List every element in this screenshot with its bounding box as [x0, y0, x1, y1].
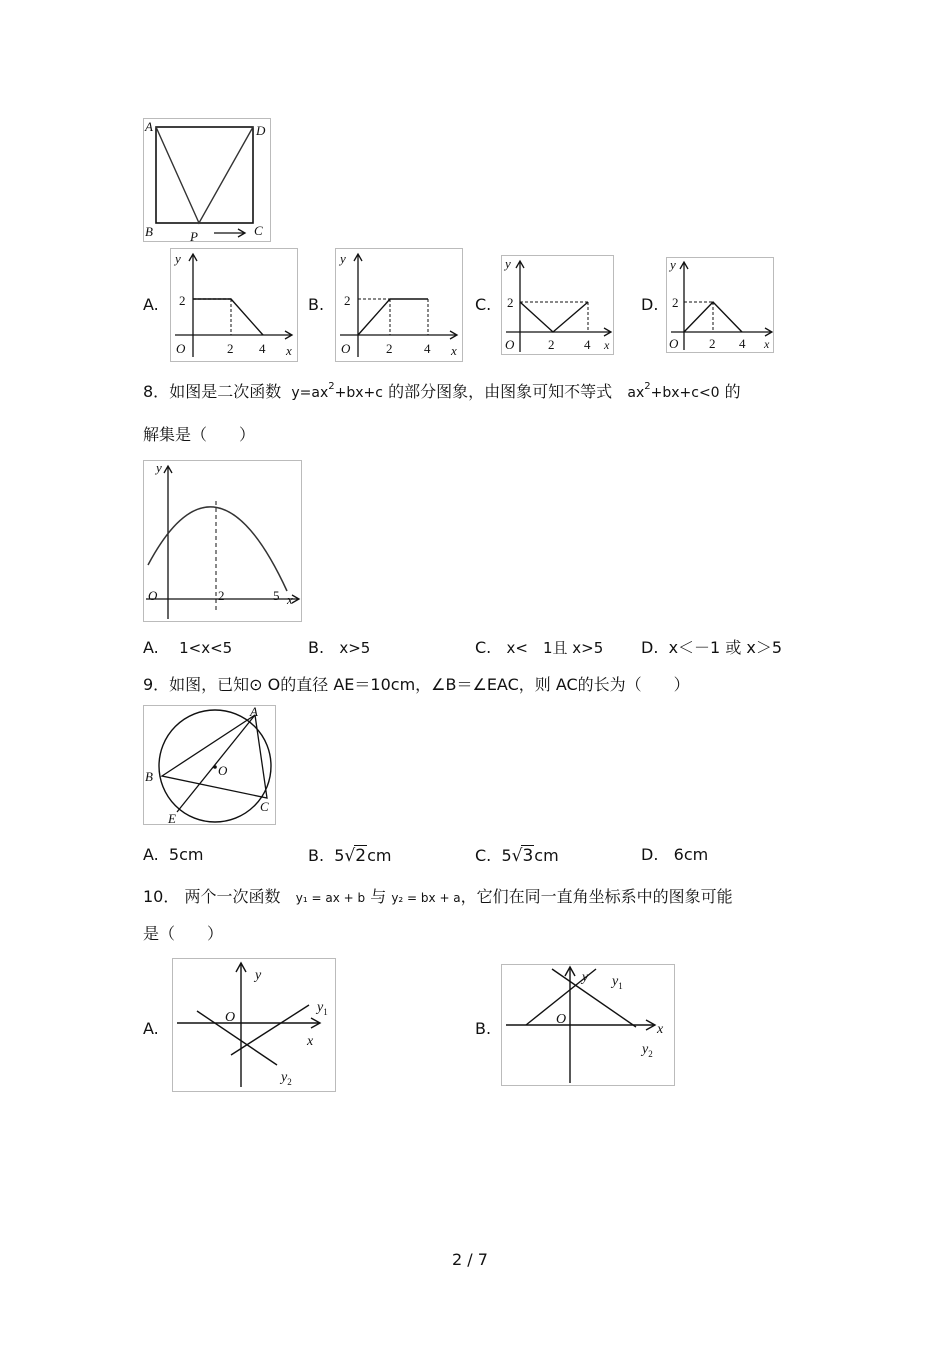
q10-stem-line2: 是（ ） [143, 924, 224, 943]
tick-5-label: 5 [273, 588, 280, 603]
q7-option-c-letter[interactable]: C. [475, 295, 492, 314]
origin-label: O [225, 1010, 236, 1025]
q7-graph-c [501, 255, 614, 355]
option-letter: B. [308, 846, 325, 865]
option-root: 2 [355, 846, 367, 866]
q8-option-d[interactable] [641, 638, 782, 658]
q7-option-b-letter[interactable]: B. [308, 295, 325, 314]
label-c: C [254, 223, 263, 238]
q8-func-sup: 2 [328, 381, 335, 392]
origin-label: O [556, 1012, 567, 1027]
label-c: C [260, 799, 269, 814]
q8-func-b: +bx+c [334, 385, 383, 401]
q10-conj: 与 [370, 887, 387, 906]
option-text: 5cm [168, 845, 204, 864]
axis-y-label: y [340, 251, 346, 266]
option-letter: C. [475, 846, 492, 865]
option-text: x＜－1 或 x＞5 [668, 638, 783, 657]
q8-stem-line2: 解集是（ ） [143, 425, 256, 444]
q10-stem-line1 [143, 887, 733, 908]
q7-option-d-letter[interactable]: D. [641, 295, 659, 314]
q8-func-a: y=ax [291, 385, 329, 401]
origin-label: O [669, 336, 679, 351]
sqrt-symbol: √2 [344, 846, 367, 866]
option-letter: A. [143, 638, 159, 657]
axis-y-label: y [582, 970, 589, 985]
q7-graph-a [170, 248, 298, 362]
q9-option-d[interactable] [641, 845, 708, 865]
axis-x-label: x [287, 592, 293, 607]
q10-y2: y₂ = bx + a [391, 891, 461, 905]
label-o: O [218, 763, 228, 778]
tick-4-label: 4 [424, 341, 431, 356]
origin-label: O [176, 341, 186, 356]
tick-4-label: 4 [584, 337, 591, 352]
label-b: B [145, 224, 153, 239]
axis-y-label: y [505, 256, 511, 271]
line-y1-label: $y_1$ [612, 974, 623, 991]
q8-option-b[interactable] [308, 638, 370, 658]
q8-ineq-sup: 2 [644, 381, 651, 392]
option-text: x< 1且 x>5 [506, 639, 604, 657]
q8-parabola-graph [143, 460, 302, 622]
option-text: 1<x<5 [179, 639, 233, 657]
label-e: E [168, 811, 176, 824]
axis-x-label: x [307, 1034, 314, 1049]
tick-2-label: 2 [386, 341, 393, 356]
q8-stem-line1 [143, 382, 741, 405]
q8-option-a[interactable] [143, 638, 232, 658]
axis-x-label: x [604, 338, 610, 352]
q10-graph-a [172, 958, 336, 1092]
line-y2-label: $y_2$ [642, 1042, 653, 1059]
label-p: P [190, 229, 198, 241]
axis-y-label: y [175, 251, 181, 266]
tick-2-label: 2 [548, 337, 555, 352]
q8-ineq-a: ax [627, 385, 645, 401]
option-letter: A. [143, 845, 159, 864]
q10-text-pre: 两个一次函数 [184, 887, 281, 906]
value-2-label: 2 [507, 295, 514, 310]
axis-y-label: y [255, 968, 262, 983]
value-2-label: 2 [672, 295, 679, 310]
value-2-label: 2 [179, 293, 186, 308]
q8-number: 8． [143, 382, 170, 401]
q8-text-mid: 的部分图象，由图象可知不等式 [388, 382, 613, 401]
q9-circle-figure [143, 705, 276, 825]
option-root: 3 [522, 846, 534, 866]
line-y1-label: $y_1$ [317, 1000, 328, 1017]
option-text: x>5 [339, 639, 371, 657]
q10-number: 10． [143, 887, 180, 906]
axis-y-label: y [156, 461, 162, 475]
option-coef: 5 [334, 846, 345, 865]
axis-x-label: x [451, 343, 457, 358]
option-letter: D. [641, 638, 659, 657]
value-2-label: 2 [344, 293, 351, 308]
label-a: A [250, 706, 258, 719]
origin-label: O [341, 341, 351, 356]
q10-graph-b [501, 964, 675, 1086]
sqrt-symbol: √3 [511, 846, 534, 866]
line-y2-label: $y_2$ [281, 1070, 292, 1087]
q10-option-b-letter[interactable]: B. [475, 1019, 492, 1038]
q9-option-a[interactable] [143, 845, 203, 865]
option-text: 6cm [673, 845, 709, 864]
label-d: D [256, 123, 266, 138]
option-letter: D. [641, 845, 659, 864]
q8-text-end: 的 [724, 382, 741, 401]
tick-2-label: 2 [227, 341, 234, 356]
label-a: A [145, 119, 153, 134]
tick-2-label: 2 [218, 588, 225, 603]
option-unit: cm [367, 846, 392, 865]
q9-option-c[interactable] [475, 845, 559, 866]
tick-4-label: 4 [739, 336, 746, 351]
tick-2-label: 2 [709, 336, 716, 351]
q8-ineq-b: +bx+c<0 [650, 385, 720, 401]
option-unit: cm [534, 846, 559, 865]
option-letter: C. [475, 638, 492, 657]
page-number: 2 / 7 [452, 1250, 488, 1269]
q8-text-pre: 如图是二次函数 [169, 382, 282, 401]
option-letter: B. [308, 638, 325, 657]
origin-label: O [148, 588, 158, 603]
label-b: B [145, 769, 153, 784]
q8-option-c[interactable] [475, 638, 603, 658]
q10-option-a-letter[interactable]: A. [143, 1019, 159, 1038]
axis-y-label: y [670, 258, 676, 272]
q7-graph-d [666, 257, 774, 353]
axis-x-label: x [764, 337, 770, 351]
q9-stem: 9．如图，已知⊙ O的直径 AE＝10cm，∠B＝∠EAC，则 AC的长为（ ） [143, 675, 690, 694]
option-coef: 5 [501, 846, 512, 865]
q10-text-end: ，它们在同一直角坐标系中的图象可能 [460, 887, 733, 906]
axis-x-label: x [286, 343, 292, 358]
q10-y1: y₁ = ax + b [295, 891, 366, 905]
q9-option-b[interactable] [308, 845, 391, 866]
axis-x-label: x [657, 1022, 664, 1037]
square-figure [143, 118, 271, 242]
origin-label: O [505, 337, 515, 352]
q7-option-a-letter[interactable]: A. [143, 295, 159, 314]
q7-graph-b [335, 248, 463, 362]
tick-4-label: 4 [259, 341, 266, 356]
